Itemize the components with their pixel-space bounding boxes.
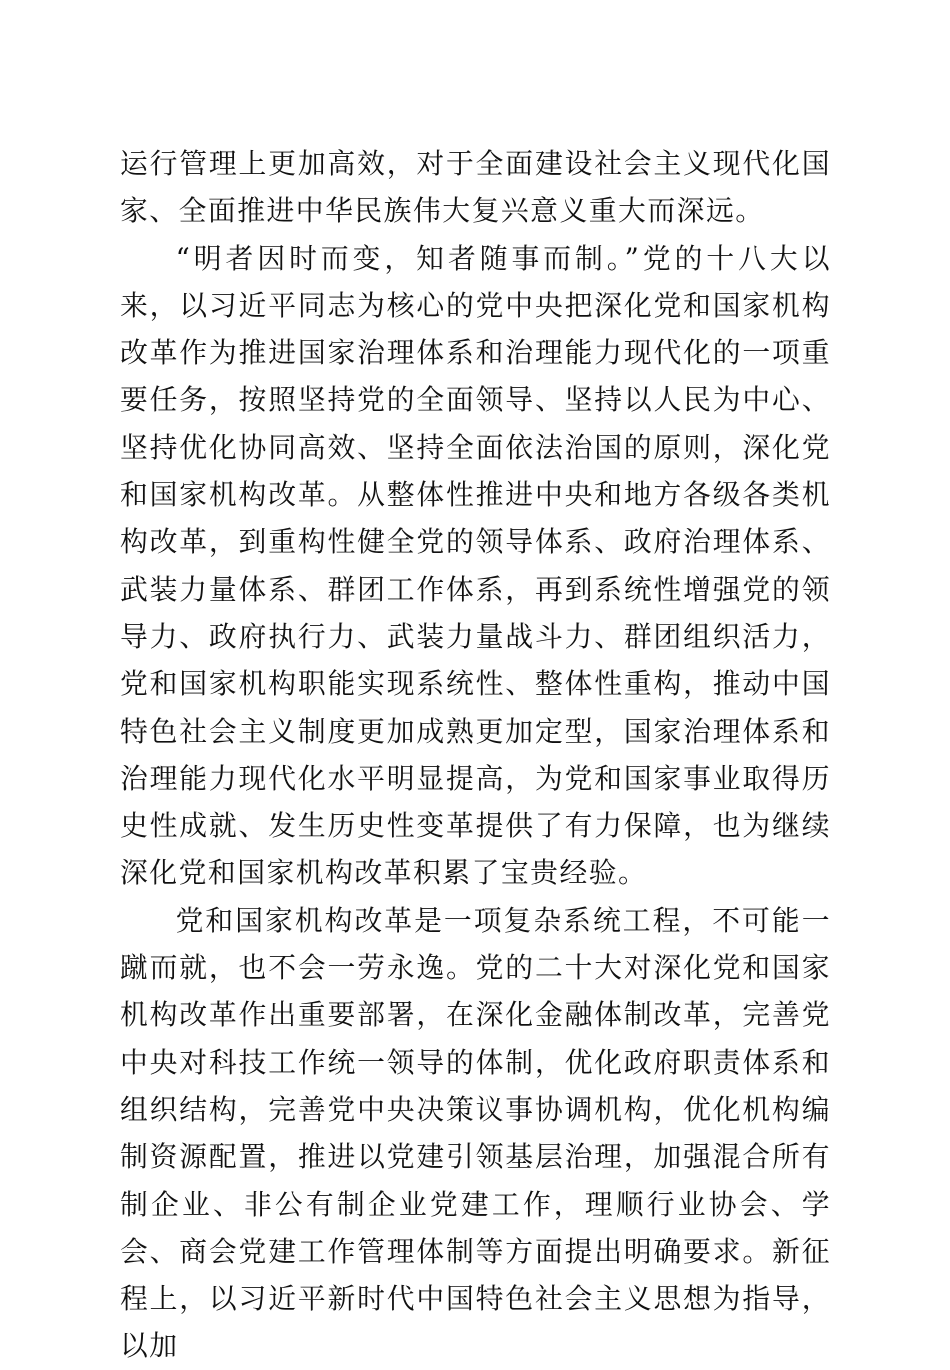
body-text bbox=[120, 140, 831, 1370]
paragraph-reform-achievements: “明者因时而变，知者随事而制。”党的十八大以来，以习近平同志为核心的党中央把深化党和国家机构改革作为推进国家治理体系和治理能力现代化的一项重要任务，按照坚持党的全面领导、坚持以人民为中心、坚持优化协同高效、坚持全面依法治国的原则，深化党和国家机构改革。从整体性推进中央和地方各级各类机构改革，到重构性健全党的领导体系、政府治理体系、武装力量体系、群团工作体系，再到系统性增强党的领导力、政府执行力、武装力量战斗力、群团组织活力，党和国家机构职能实现系统性、整体性重构，推动中国特色社会主义制度更加成熟更加定型，国家治理体系和治理能力现代化水平明显提高，为党和国家事业取得历史性成就、发生历史性变革提供了有力保障，也为继续深化党和国家机构改革积累了宝贵经验。 bbox=[120, 241, 831, 890]
paragraph-continuation: 运行管理上更加高效，对于全面建设社会主义现代化国家、全面推进中华民族伟大复兴意义重大而深远。 bbox=[120, 147, 831, 228]
paragraph-reform-deployment: 党和国家机构改革是一项复杂系统工程，不可能一蹴而就，也不会一劳永逸。党的二十大对深化党和国家机构改革作出重要部署，在深化金融体制改革，完善党中央对科技工作统一领导的体制，优化政府职责体系和组织结构，完善党中央决策议事协调机构，优化机构编制资源配置，推进以党建引领基层治理，加强混合所有制企业、非公有制企业党建工作，理顺行业协会、学会、商会党建工作管理体制等方面提出明确要求。新征程上，以习近平新时代中国特色社会主义思想为指导，以加 bbox=[120, 903, 831, 1363]
